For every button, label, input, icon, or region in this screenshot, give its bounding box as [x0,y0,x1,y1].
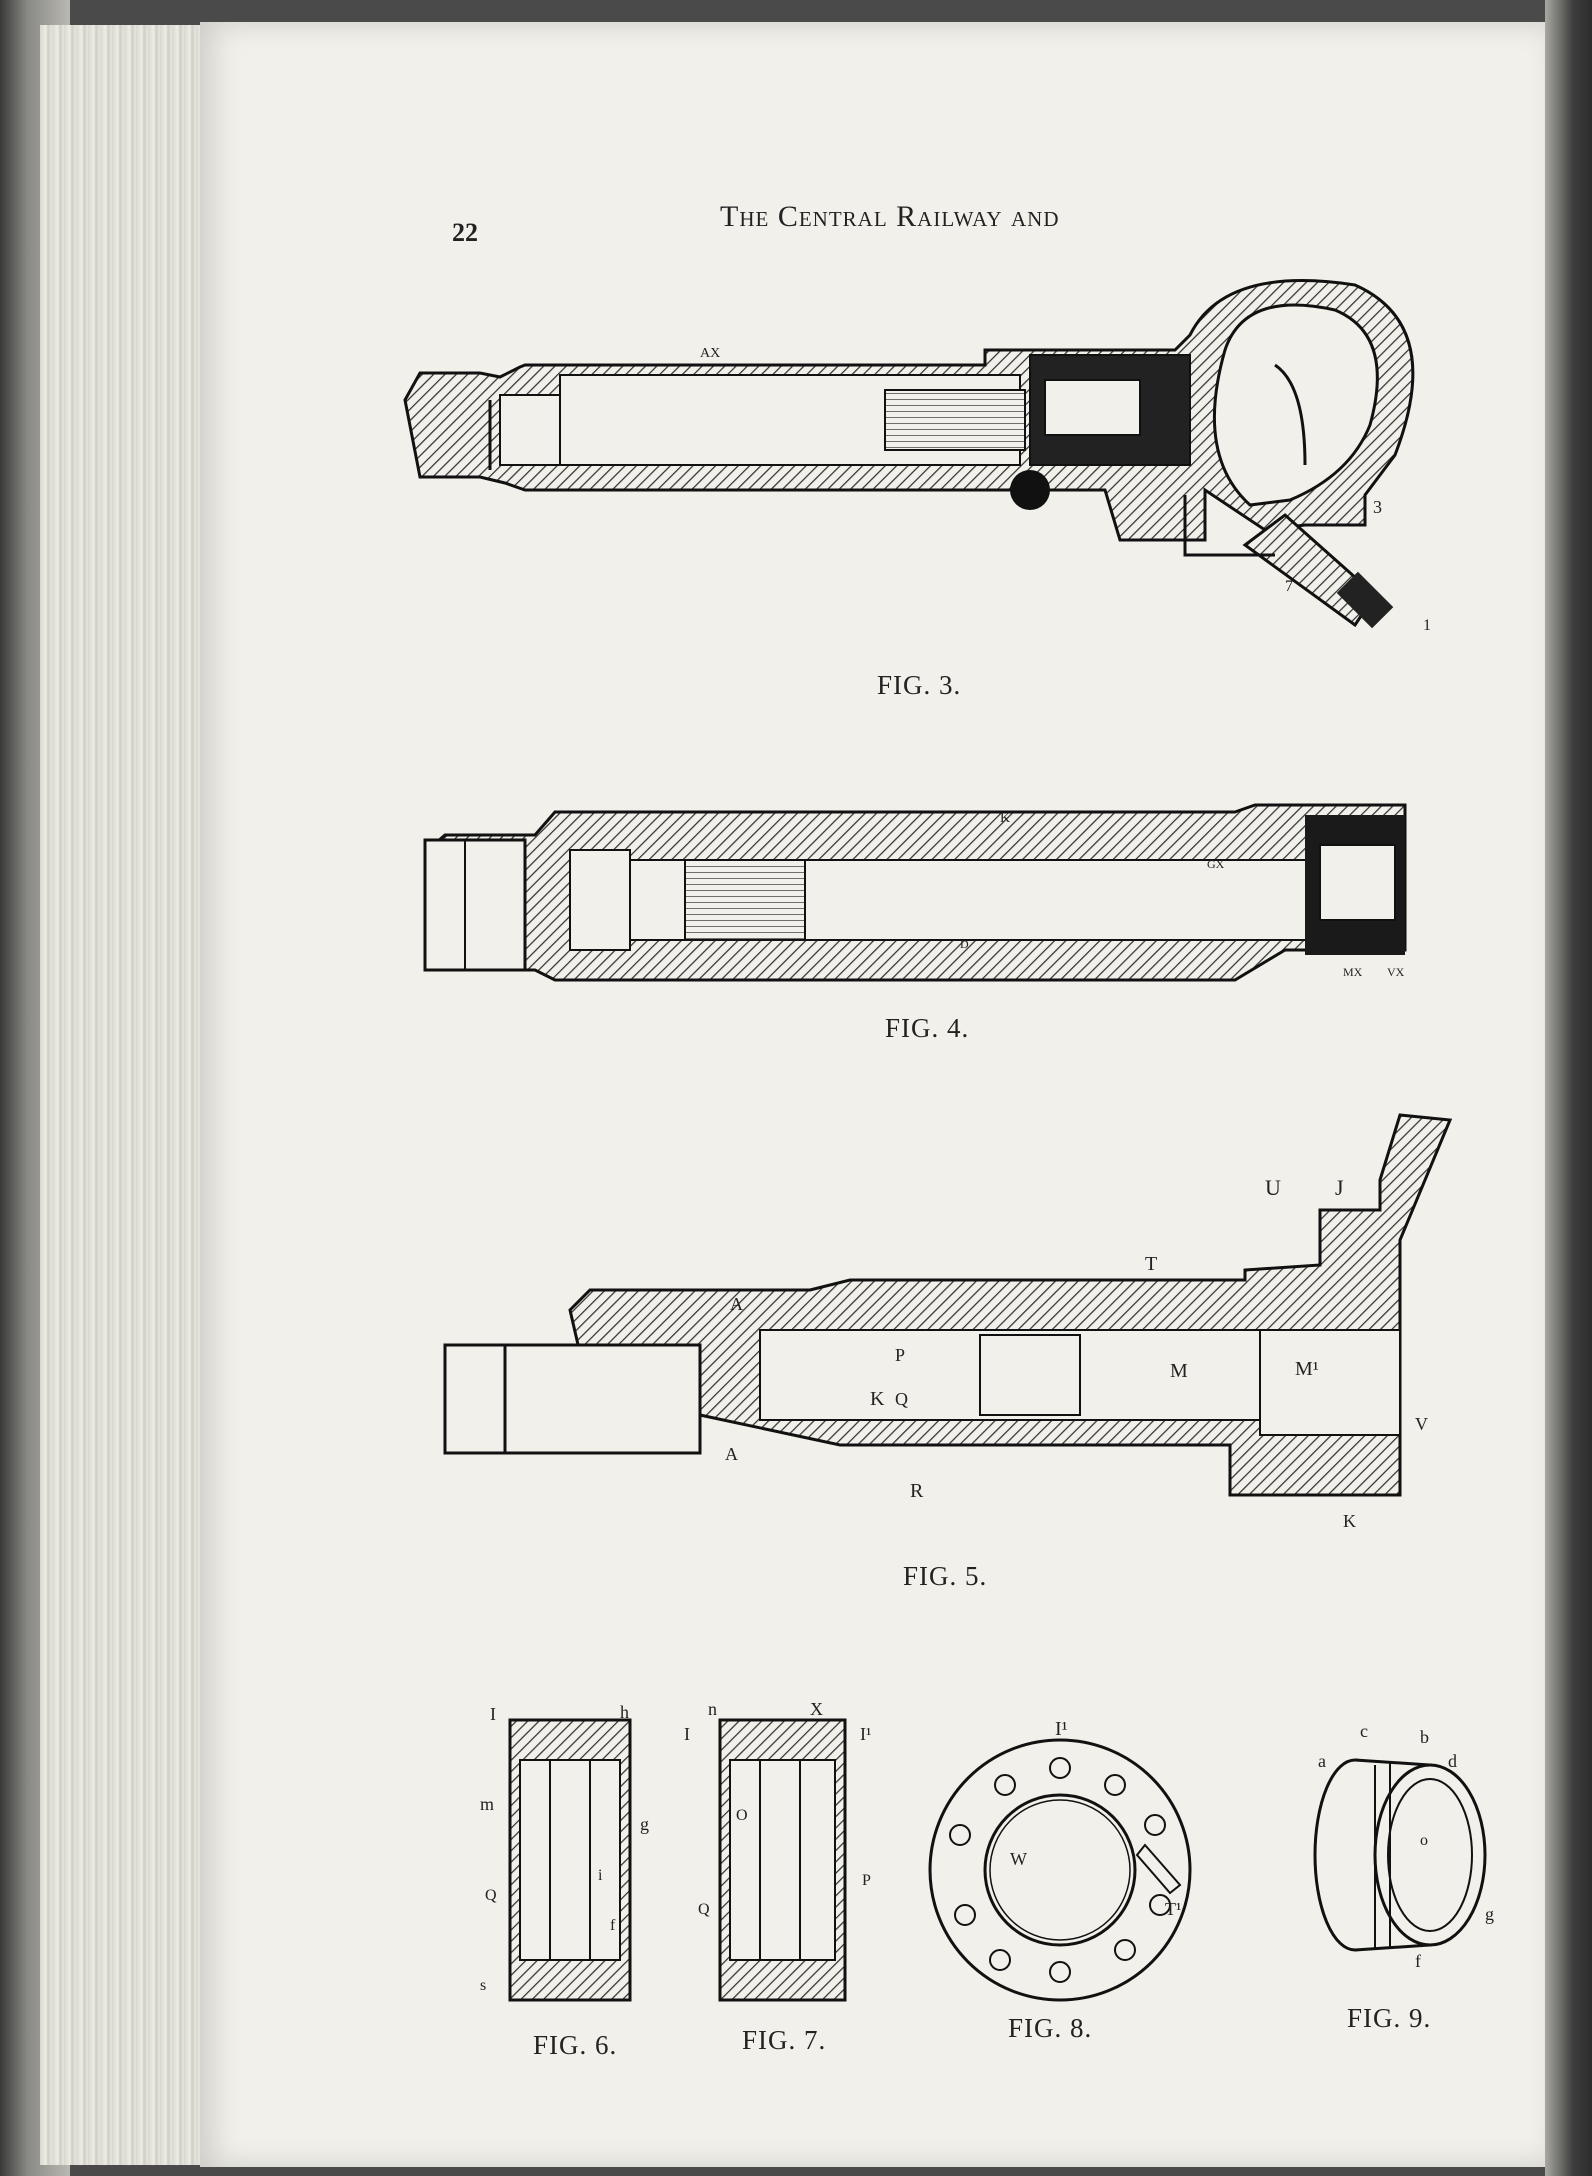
label-o-fig9: o [1420,1832,1428,1849]
label-p: P [895,1345,906,1365]
label-o: O [736,1807,748,1824]
label-3: 3 [1373,497,1382,517]
label-n: n [708,1699,717,1719]
figure-7-valve [680,1700,880,2020]
figure-5-cross-section [440,1115,1460,1531]
label-q: Q [895,1389,908,1409]
label-i: I [490,1704,496,1724]
label-i1-fig7: I¹ [860,1724,872,1744]
caption-fig-4: FIG. 4. [885,1013,970,1043]
label-t1: T¹ [1165,1899,1182,1919]
label-c: c [1360,1721,1368,1741]
running-head: The Central Railway and [720,200,1060,233]
label-f: f [610,1917,616,1934]
figure-8-disc [915,1705,1205,2015]
caption-fig-9: FIG. 9. [1347,2003,1432,2033]
label-p-fig7: P [862,1872,871,1889]
label-h: h [620,1702,629,1722]
label-a-bottom: A [725,1444,738,1464]
caption-fig-7: FIG. 7. [742,2025,827,2055]
label-r: R [910,1480,924,1502]
figure-3-pneumatic-tool [405,255,1455,675]
caption-fig-8: FIG. 8. [1008,2013,1093,2043]
label-gx: GX [1207,857,1225,871]
caption-fig-6: FIG. 6. [533,2030,618,2060]
figure-9-valve-ring [1280,1705,1510,2005]
label-j: J [1335,1175,1344,1200]
label-q-fig7: Q [698,1901,710,1918]
label-mx: MX [1343,965,1363,979]
label-w: W [1010,1849,1027,1869]
label-m-fig6: m [480,1794,495,1814]
label-m1: M¹ [1295,1358,1319,1380]
label-q-fig6: Q [485,1887,497,1904]
label-t: T [1145,1253,1158,1275]
label-u: U [1265,1175,1281,1200]
label-i1-fig8: I¹ [1055,1718,1068,1740]
caption-fig-3: FIG. 3. [877,670,962,700]
label-d-fig9: d [1448,1751,1457,1771]
page-number: 22 [452,218,478,247]
label-k-piston: K [870,1388,885,1410]
book-cover-edge [1545,0,1592,2176]
label-x: X [810,1699,823,1719]
caption-fig-5: FIG. 5. [903,1561,988,1591]
page-stack [40,25,220,2165]
label-k-bottom: K [1343,1511,1356,1531]
label-f-fig9: f [1415,1951,1421,1971]
label-g: g [640,1814,649,1834]
label-g-fig9: g [1485,1904,1494,1924]
label-b: b [1420,1727,1429,1747]
label-7: 7 [1285,578,1293,595]
figure-4-pneumatic-tool [425,800,1425,1000]
label-vx: VX [1387,965,1405,979]
label-s: s [480,1977,487,1994]
label-d: D [960,937,969,951]
label-a-top: A [730,1294,743,1314]
label-k: K [1000,811,1011,826]
label-v: V [1415,1414,1428,1434]
label-m: M [1170,1360,1188,1382]
label-i-fig7: I [684,1724,690,1744]
figure-6-valve [480,1700,660,2020]
label-ax: AX [700,346,721,361]
label-a-fig9: a [1318,1751,1326,1771]
label-1: 1 [1423,617,1431,634]
label-i-small: i [598,1867,603,1884]
